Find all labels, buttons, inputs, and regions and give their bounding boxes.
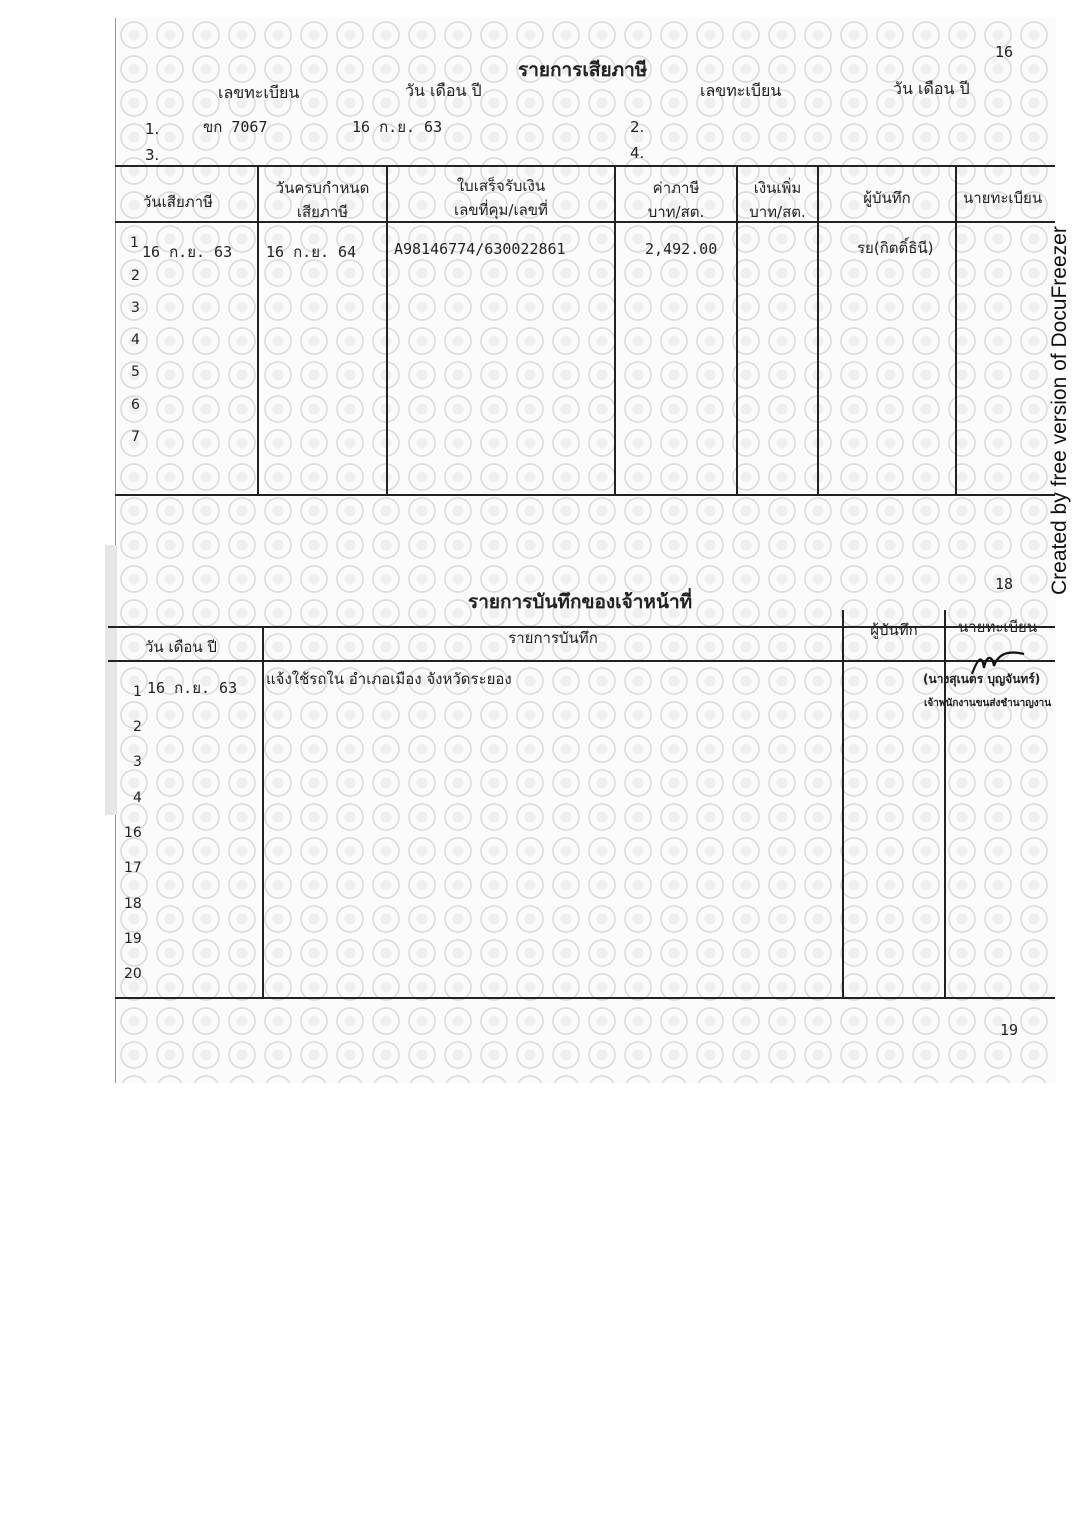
recorder-cell: รย(กิตติ์ธินี) — [857, 239, 934, 257]
col-tax-1: ค่าภาษี — [652, 179, 700, 197]
rule — [115, 494, 1055, 496]
reg-plate-1: ขก 7067 — [203, 118, 268, 136]
rule — [817, 167, 819, 495]
col-extra-2: บาท/สต. — [749, 203, 806, 221]
rule — [115, 997, 1055, 999]
date-header-right: วัน เดือน ปี — [893, 79, 970, 98]
row-number: 1 — [133, 684, 142, 700]
signature-name: (นางสุเนตร บุญจันทร์) — [923, 672, 1041, 686]
signature-title: เจ้าพนักงานขนส่งชำนาญงาน — [924, 698, 1052, 709]
col-receipt-2: เลขที่คุม/เลขที่ — [454, 201, 548, 219]
row-number: 2 — [131, 268, 140, 284]
rule — [108, 660, 1055, 662]
paper-edge — [105, 545, 117, 815]
row-number: 2 — [133, 719, 142, 735]
officer-entry-cell: แจ้งใช้รถใน อำเภอเมือง จังหวัดระยอง — [266, 670, 512, 688]
row-number: 6 — [131, 397, 140, 413]
officer-date-cell: 16 ก.ย. 63 — [147, 679, 238, 697]
docufreezer-watermark: Created by free version of DocuFreezer — [1048, 226, 1071, 595]
row-number: 1 — [130, 235, 139, 251]
due-date-cell: 16 ก.ย. 64 — [266, 243, 357, 261]
row-number: 3 — [131, 300, 140, 316]
officer-section-title: รายการบันทึกของเจ้าหน้าที่ — [468, 591, 693, 613]
date-header-left: วัน เดือน ปี — [405, 81, 482, 100]
col-due-date-1: วันครบกำหนด — [275, 179, 370, 197]
rule — [115, 165, 1055, 167]
reg-no-3: 3. — [145, 146, 160, 164]
row-number: 17 — [124, 860, 142, 876]
tax-amount-cell: 2,492.00 — [645, 240, 718, 258]
col-date: วัน เดือน ปี — [145, 638, 217, 656]
reg-no-1: 1. — [145, 120, 160, 138]
reg-header-left: เลขทะเบียน — [218, 83, 300, 102]
col-extra-1: เงินเพิ่ม — [753, 179, 802, 197]
row-number: 4 — [133, 790, 142, 806]
row-number: 4 — [131, 332, 140, 348]
page-number-bottom: 19 — [1000, 1021, 1019, 1039]
col-tax-date: วันเสียภาษี — [143, 193, 213, 211]
col-recorder: ผู้บันทึก — [863, 189, 911, 207]
reg-header-right: เลขทะเบียน — [700, 81, 782, 100]
page-number-middle: 18 — [995, 575, 1014, 593]
row-number: 5 — [131, 364, 140, 380]
row-number: 16 — [124, 825, 142, 841]
row-number: 3 — [133, 754, 142, 770]
row-number: 20 — [124, 966, 142, 982]
reg-no-2: 2. — [630, 118, 645, 136]
reg-no-4: 4. — [630, 144, 645, 162]
col-receipt-1: ใบเสร็จรับเงิน — [456, 177, 546, 195]
col-officer-recorder: ผู้บันทึก — [870, 621, 918, 639]
col-officer-registrar: นายทะเบียน — [958, 618, 1038, 636]
receipt-cell: A98146774/630022861 — [394, 240, 566, 258]
tax-section-title: รายการเสียภาษี — [518, 59, 648, 81]
page-number-top: 16 — [995, 43, 1014, 61]
rule — [955, 167, 957, 495]
reg-date-1: 16 ก.ย. 63 — [352, 118, 443, 136]
rule — [842, 610, 844, 998]
row-number: 18 — [124, 896, 142, 912]
col-registrar: นายทะเบียน — [963, 189, 1043, 207]
row-number: 7 — [131, 429, 140, 445]
col-due-date-2: เสียภาษี — [296, 203, 349, 221]
col-entry: รายการบันทึก — [508, 629, 598, 647]
row-number: 19 — [124, 931, 142, 947]
tax-date-cell: 16 ก.ย. 63 — [142, 243, 233, 261]
col-tax-2: บาท/สต. — [647, 203, 705, 221]
rule — [262, 626, 264, 998]
rule — [944, 610, 946, 998]
